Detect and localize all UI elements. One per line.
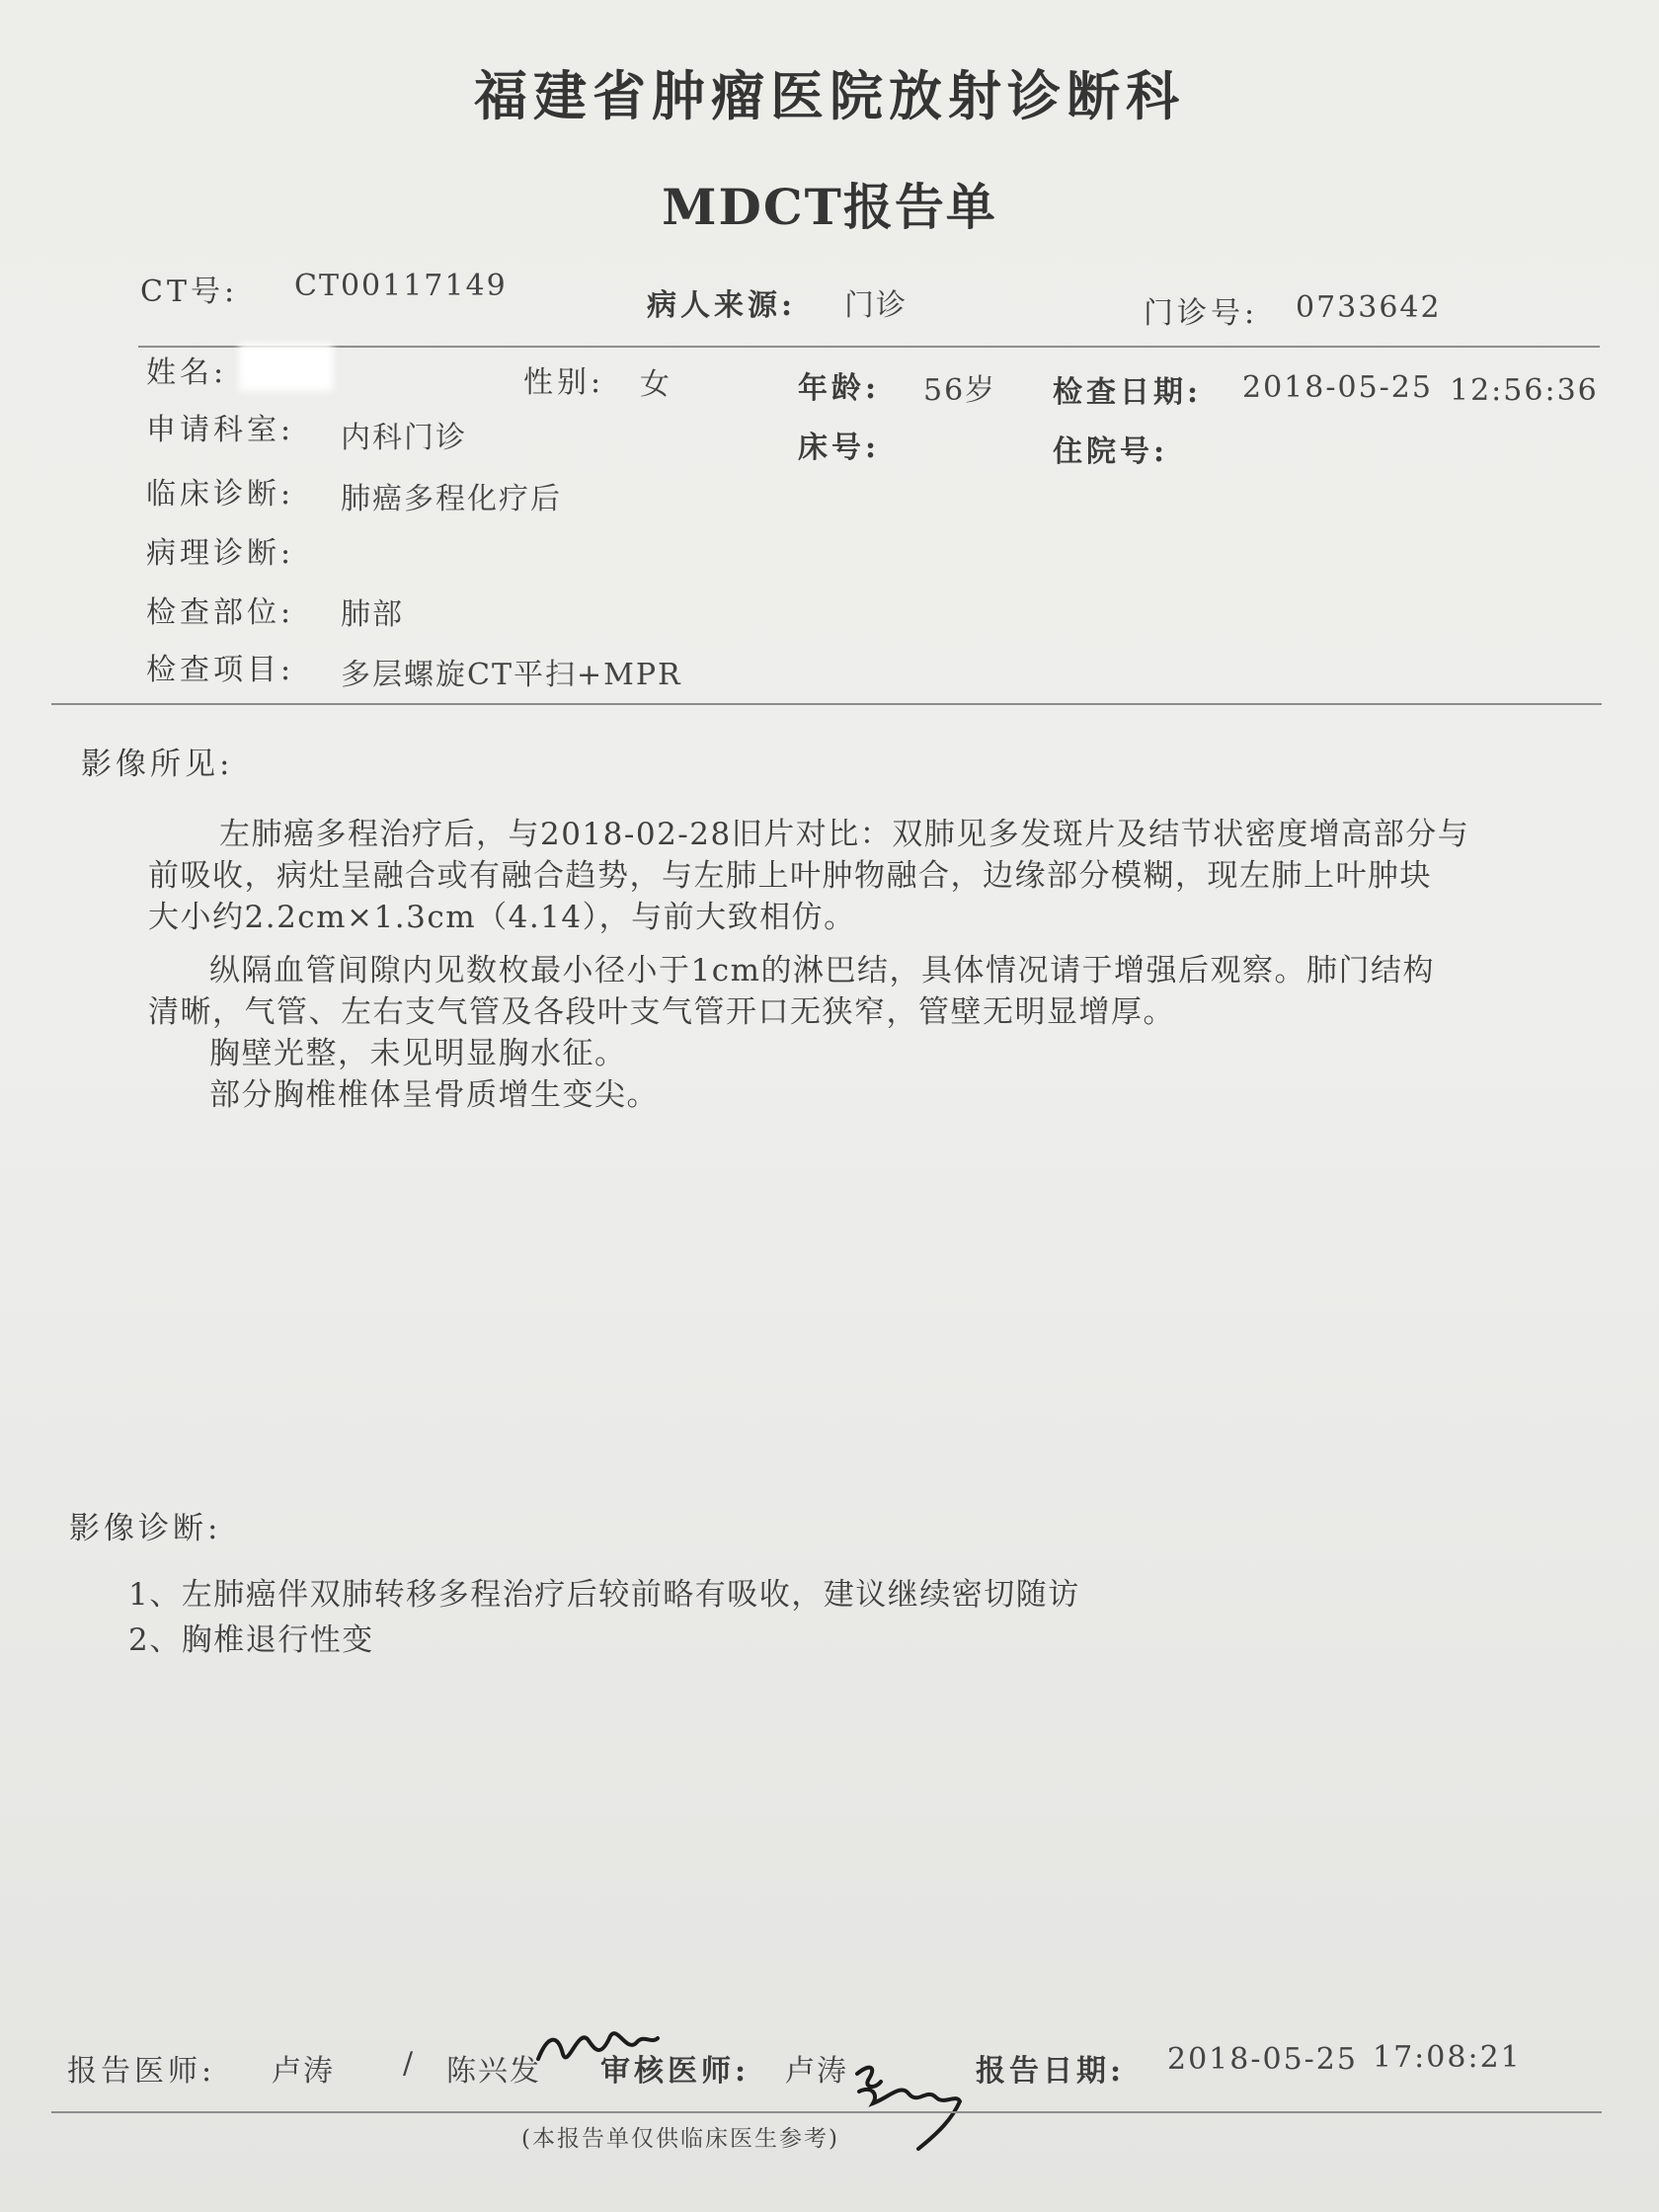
report-title: MDCT报告单 xyxy=(662,178,997,236)
source-value: 门诊 xyxy=(844,288,908,323)
clinical-dx-label: 临床诊断: xyxy=(146,477,295,512)
inpatient-label: 住院号: xyxy=(1053,434,1169,469)
reviewer-label: 审核医师: xyxy=(600,2054,750,2089)
reporter2-name: 陈兴发 xyxy=(446,2054,541,2089)
dept-label: 申请科室: xyxy=(146,413,295,447)
findings-line: 左肺癌多程治疗后，与2018-02-28旧片对比：双肺见多发斑片及结节状密度增高部分与 xyxy=(219,817,1470,852)
sex-label: 性别: xyxy=(523,365,605,400)
outpatient-no-label: 门诊号: xyxy=(1144,296,1259,331)
exam-item-value: 多层螺旋CT平扫+MPR xyxy=(341,658,682,692)
reporter-label: 报告医师: xyxy=(67,2054,216,2089)
report-date-label: 报告日期: xyxy=(976,2054,1126,2089)
name-label: 姓名: xyxy=(146,356,228,390)
pathology-label: 病理诊断: xyxy=(146,536,295,571)
handwritten-signature xyxy=(533,2014,662,2074)
findings-line: 纵隔血管间隙内见数枚最小径小于1cm的淋巴结，具体情况请于增强后观察。肺门结构 xyxy=(209,953,1435,988)
findings-line: 清晰，气管、左右支气管及各段叶支气管开口无狭窄，管壁无明显增厚。 xyxy=(148,994,1175,1030)
exam-site-label: 检查部位: xyxy=(146,595,295,630)
exam-date-label: 检查日期: xyxy=(1053,375,1203,410)
ct-no-label: CT号: xyxy=(140,275,239,309)
exam-time-value: 12:56:36 xyxy=(1450,373,1599,408)
outpatient-no-value: 0733642 xyxy=(1296,290,1442,325)
findings-line: 胸壁光整，未见明显胸水征。 xyxy=(209,1036,627,1071)
report-date-value: 2018-05-25 xyxy=(1167,2042,1358,2077)
exam-date-value: 2018-05-25 xyxy=(1242,370,1433,405)
reporter-name: 卢涛 xyxy=(272,2054,335,2089)
diagnosis-item: 2、胸椎退行性变 xyxy=(128,1622,374,1658)
findings-line: 大小约2.2cm×1.3cm（4.14），与前大致相仿。 xyxy=(148,900,856,935)
findings-label: 影像所见: xyxy=(81,747,234,782)
age-value: 56岁 xyxy=(923,373,997,408)
dept-value: 内科门诊 xyxy=(341,421,467,455)
diagnosis-item: 1、左肺癌伴双肺转移多程治疗后较前略有吸收，建议继续密切随访 xyxy=(128,1577,1080,1613)
source-label: 病人来源: xyxy=(647,288,797,323)
hospital-title: 福建省肿瘤医院放射诊断科 xyxy=(474,64,1185,127)
reviewer-name: 卢涛 xyxy=(785,2054,848,2089)
top-divider xyxy=(138,346,1600,348)
findings-line: 前吸收，病灶呈融合或有融合趋势，与左肺上叶肿物融合，边缘部分模糊，现左肺上叶肿块 xyxy=(148,858,1432,894)
redacted-name xyxy=(239,344,333,391)
exam-site-value: 肺部 xyxy=(341,597,404,632)
diagnosis-label: 影像诊断: xyxy=(69,1511,222,1546)
footer-divider xyxy=(51,2111,1602,2113)
disclaimer-note: (本报告单仅供临床医生参考) xyxy=(521,2126,839,2152)
patient-divider xyxy=(51,703,1602,705)
exam-item-label: 检查项目: xyxy=(146,653,295,687)
age-label: 年龄: xyxy=(798,371,881,406)
sex-value: 女 xyxy=(640,367,672,402)
findings-line: 部分胸椎椎体呈骨质增生变尖。 xyxy=(209,1077,659,1113)
bed-label: 床号: xyxy=(798,431,881,465)
ct-no-value: CT00117149 xyxy=(294,269,508,303)
reporter-separator: / xyxy=(403,2046,416,2081)
handwritten-signature xyxy=(849,2054,968,2163)
report-time-value: 17:08:21 xyxy=(1373,2040,1522,2075)
clinical-dx-value: 肺癌多程化疗后 xyxy=(341,482,562,516)
